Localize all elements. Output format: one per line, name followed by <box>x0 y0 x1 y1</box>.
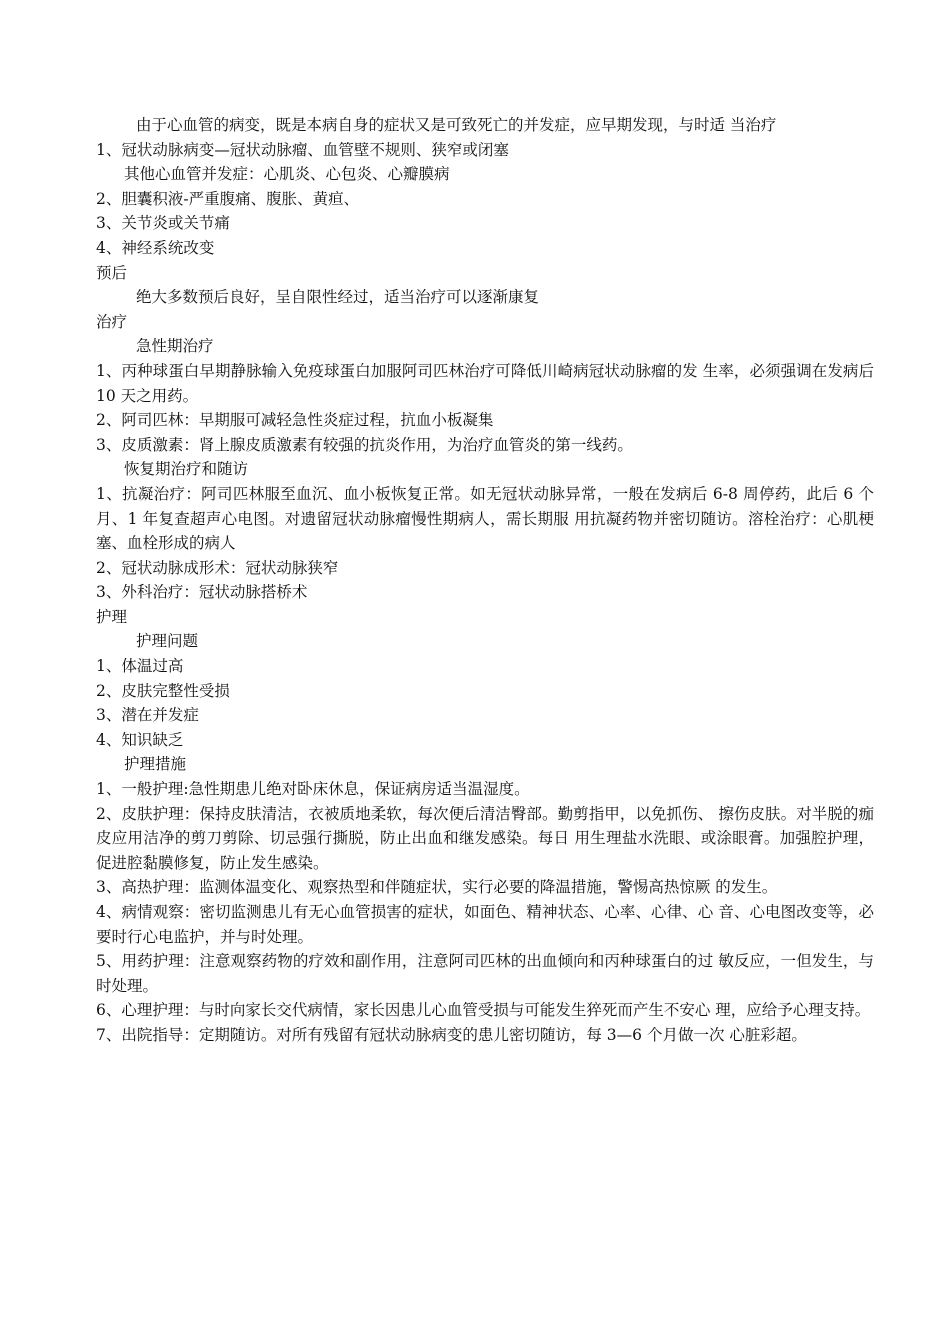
paragraph-intro: 由于心血管的病变，既是本病自身的症状又是可致死亡的并发症，应早期发现，与时适 当治疗 <box>136 116 777 134</box>
list-item-general-care: 1、一般护理:急性期患儿绝对卧床休息，保证病房适当温湿度。 <box>96 780 530 799</box>
list-item-coronary: 1、冠状动脉病变—冠状动脉瘤、血管壁不规则、狭窄或闭塞 <box>96 140 509 159</box>
paragraph-prognosis: 绝大多数预后良好，呈自限性经过，适当治疗可以逐渐康复 <box>136 288 540 307</box>
list-item-fever: 1、体温过高 <box>96 657 184 676</box>
list-item-knowledge: 4、知识缺乏 <box>96 730 184 749</box>
list-item-fever-care: 3、高热护理：监测体温变化、观察热型和伴随症状，实行必要的降温措施，警惕高热惊厥 的发生。 <box>96 878 778 897</box>
list-item-skin: 2、皮肤完整性受损 <box>96 681 230 700</box>
list-item-anticoagulation: 1、抗凝治疗：阿司匹林服至血沉、血小板恢复正常。如无冠状动脉异常，一般在发病后 6-8 周停药，此后 6 个月、1 年复查超声心电图。对遗留冠状动脉瘤慢性期病人，需长期服 用抗凝药物并密切随访。溶栓治疗：心肌梗塞、血栓形成的病人 <box>96 484 874 553</box>
paragraph-other-cardio: 其他心血管并发症：心肌炎、心包炎、心瓣膜病 <box>124 165 450 184</box>
list-item-medication: 5、用药护理：注意观察药物的疗效和副作用，注意阿司匹林的出血倾向和丙种球蛋白的过 敏反应，一但发生，与时处理。 <box>96 952 874 995</box>
section-heading-nursing: 护理 <box>96 607 128 626</box>
list-item-complications: 3、潜在并发症 <box>96 706 199 725</box>
section-heading-prognosis: 预后 <box>96 263 128 282</box>
list-item-neuro: 4、神经系统改变 <box>96 238 215 257</box>
list-item-skin-care: 2、皮肤护理：保持皮肤清洁，衣被质地柔软，每次便后清洁臀部。勤剪指甲，以免抓伤、 擦伤皮肤。对半脱的痂皮应用洁净的剪刀剪除、切忌强行撕脱，防止出血和继发感染。每日 用生理盐水洗眼、或涂眼膏。加强腔护理，促进腔黏膜修复，防止发生感染。 <box>96 804 874 872</box>
list-item-psychological: 6、心理护理：与时向家长交代病情，家长因患儿心血管受损与可能发生猝死而产生不安心 理，应给予心理支持。 <box>96 1001 871 1020</box>
list-item-gallbladder: 2、胆囊积液-严重腹痛、腹胀、黄疸、 <box>96 189 360 208</box>
list-item-observation: 4、病情观察：密切监测患儿有无心血管损害的症状，如面色、精神状态、心率、心律、心 音、心电图改变等，必要时行心电监护，并与时处理。 <box>96 903 874 946</box>
list-item-ivig: 1、丙种球蛋白早期静脉输入免疫球蛋白加服阿司匹林治疗可降低川崎病冠状动脉瘤的发 生率，必须强调在发病后 10 天之用药。 <box>96 361 874 405</box>
list-item-discharge: 7、出院指导：定期随访。对所有残留有冠状动脉病变的患儿密切随访，每 3—6 个月做一次 心脏彩超。 <box>96 1025 807 1044</box>
subheading-nursing-problems: 护理问题 <box>136 632 199 651</box>
subheading-recovery: 恢复期治疗和随访 <box>124 460 249 479</box>
list-item-aspirin: 2、阿司匹林：早期服可减轻急性炎症过程，抗血小板凝集 <box>96 411 494 430</box>
subheading-acute-treatment: 急性期治疗 <box>136 337 214 356</box>
list-item-surgery: 3、外科治疗：冠状动脉搭桥术 <box>96 583 308 602</box>
subheading-nursing-measures: 护理措施 <box>124 755 187 774</box>
list-item-corticosteroid: 3、皮质激素：肾上腺皮质激素有较强的抗炎作用，为治疗血管炎的第一线药。 <box>96 435 633 454</box>
section-heading-treatment: 治疗 <box>96 312 128 331</box>
list-item-angioplasty: 2、冠状动脉成形术：冠状动脉狭窄 <box>96 558 339 577</box>
document-page <box>96 113 874 1048</box>
list-item-arthritis: 3、关节炎或关节痛 <box>96 214 230 233</box>
